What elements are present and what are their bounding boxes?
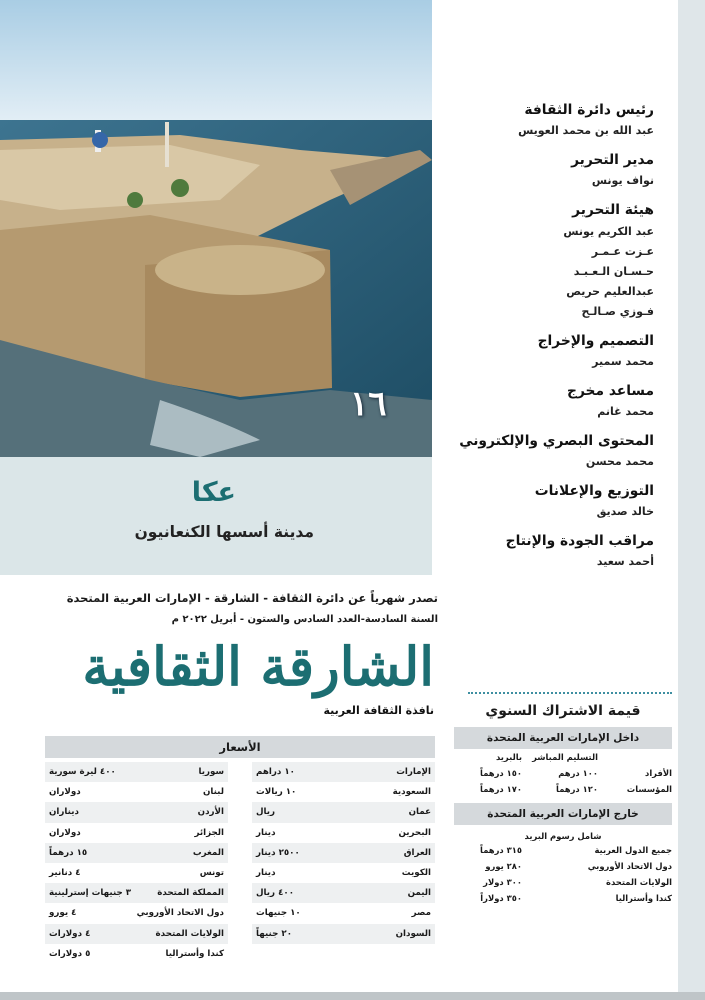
outside-uae-band: خارج الإمارات العربية المتحدة	[454, 803, 672, 825]
price-row: سوريا ٤٠٠ ليرة سورية	[45, 762, 228, 782]
inside-row: المؤسسات ١٢٠ درهماً ١٧٠ درهماً	[480, 784, 672, 794]
dotted-divider	[468, 692, 672, 694]
board-members	[446, 225, 654, 318]
board-member: عبد الكريم يونس	[563, 225, 654, 238]
quality-name: أحمد سعيد	[596, 555, 654, 568]
cover-title: عكا	[191, 477, 236, 508]
board-member: فـوزي صـالـح	[581, 305, 654, 318]
magazine-logo: الشارقة الثقافية	[82, 636, 434, 698]
director-role: مدير التحرير	[571, 152, 654, 168]
price-row: السعودية ١٠ ريالات	[256, 787, 431, 798]
ads-role: التوزيع والإعلانات	[534, 483, 654, 499]
cover-photo	[0, 0, 432, 457]
page-bottom-edge	[0, 992, 705, 1000]
chairman-name: عبد الله بن محمد العويس	[518, 124, 654, 137]
price-row: لبنان دولاران	[49, 787, 224, 798]
price-row: اليمن ٤٠٠ ريال	[252, 883, 435, 903]
price-row: البحرين دينار	[256, 827, 431, 838]
issue-line: السنة السادسة-العدد السادس والستون - أبريل ٢٠٢٢ م	[171, 614, 438, 625]
price-row: مصر ١٠ جنيهات	[256, 908, 431, 919]
prices-title: الأسعار	[45, 736, 435, 758]
cover-caption	[0, 457, 432, 575]
price-row: المملكة المتحدة ٣ جنيهات إسترلينية	[45, 883, 228, 903]
subscription-box	[454, 692, 672, 906]
design-name: محمد سمير	[592, 355, 654, 368]
prices-table	[45, 736, 435, 959]
board-member: حـسـان الـعـبـد	[573, 265, 654, 278]
board-role: هيئة التحرير	[572, 202, 654, 218]
outside-row: الولايات المتحدة ٣٠٠ دولار	[483, 877, 672, 887]
price-row: عمان ريال	[252, 802, 435, 822]
page-edge	[678, 0, 705, 1000]
board-member: عبدالعليم حريص	[566, 285, 654, 298]
assistant-role: مساعد مخرج	[567, 383, 654, 399]
assistant-name: محمد غانم	[597, 405, 654, 418]
price-row: الولايات المتحدة ٤ دولارات	[45, 924, 228, 944]
prices-column-left	[45, 762, 228, 964]
price-row: الجزائر دولاران	[49, 827, 224, 838]
logo-tagline: نافذة الثقافة العربية	[323, 704, 434, 717]
inside-uae-band: داخل الإمارات العربية المتحدة	[454, 727, 672, 749]
visual-name: محمد محسن	[585, 455, 654, 468]
price-row: كندا وأستراليا ٥ دولارات	[49, 948, 224, 959]
outside-row: كندا وأستراليا ٣٥٠ دولاراً	[480, 893, 672, 903]
price-row: الكويت دينار	[256, 867, 431, 878]
quality-role: مراقب الجودة والإنتاج	[505, 533, 654, 549]
chairman-role: رئيس دائرة الثقافة	[524, 102, 654, 118]
inside-header-row: التسليم المباشر بالبريد	[495, 752, 598, 762]
outside-uae-grid	[454, 842, 672, 906]
board-member: عـزت عـمـر	[591, 245, 654, 258]
ads-name: خالد صديق	[596, 505, 654, 518]
price-row: الأردن ديناران	[45, 802, 228, 822]
subscription-title: قيمة الاشتراك السنوي	[485, 703, 641, 719]
price-row: السودان ٢٠ جنيهاً	[252, 924, 435, 944]
price-row: المغرب ١٥ درهماً	[45, 843, 228, 863]
visual-role: المحتوى البصري والإلكتروني	[459, 433, 654, 449]
price-row: تونس ٤ دنانير	[49, 867, 224, 878]
price-row: العراق ٢٥٠٠ دينار	[252, 843, 435, 863]
publication-line: تصدر شهرياً عن دائرة الثقافة - الشارقة - الإمارات العربية المتحدة	[66, 591, 438, 605]
price-row: الإمارات ١٠ دراهم	[252, 762, 435, 782]
director-name: نواف يونس	[591, 174, 654, 187]
design-role: التصميم والإخراج	[537, 333, 654, 349]
inside-uae-grid	[454, 749, 672, 797]
shipping-note: شامل رسوم البريد	[524, 831, 602, 841]
masthead	[446, 102, 654, 568]
cover-subtitle: مدينة أسسها الكنعانيون	[134, 523, 314, 541]
outside-row: دول الاتحاد الأوروبي ٢٨٠ يورو	[485, 861, 672, 871]
outside-row: جميع الدول العربية ٣١٥ درهماً	[480, 845, 672, 855]
price-row: دول الاتحاد الأوروبي ٤ يورو	[49, 908, 224, 919]
inside-row: الأفراد ١٠٠ درهم ١٥٠ درهماً	[480, 768, 672, 778]
prices-column-right	[252, 762, 435, 944]
issue-number: ١٦	[350, 384, 387, 424]
